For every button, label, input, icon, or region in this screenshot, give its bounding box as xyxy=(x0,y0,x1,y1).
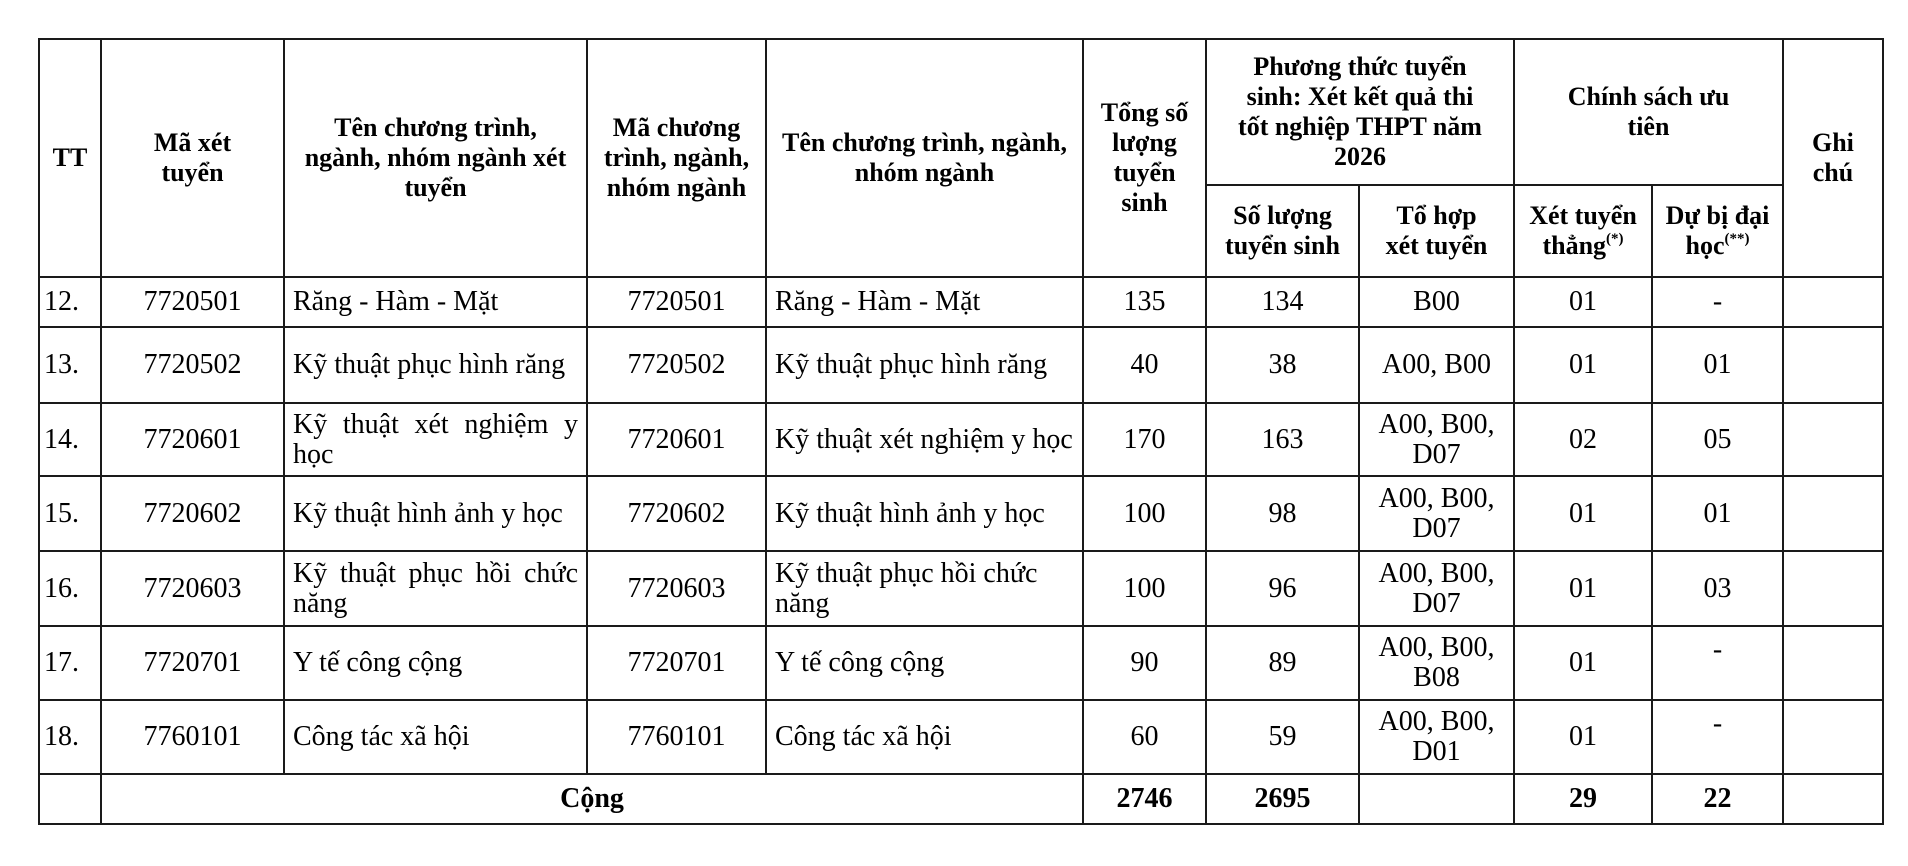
header-so-luong: Số lượng tuyển sinh xyxy=(1206,185,1359,277)
cell-ten-ct: Kỹ thuật phục hồi chức năng xyxy=(766,551,1083,626)
cell-ten: Y tế công cộng xyxy=(284,626,587,700)
cell-ghi-chu xyxy=(1783,277,1883,327)
cell-ten-ct: Kỹ thuật phục hình răng xyxy=(766,327,1083,403)
cell-thang: 01 xyxy=(1514,626,1652,700)
cell-ma-ct: 7720601 xyxy=(587,403,766,476)
cell-ten: Kỹ thuật hình ảnh y học xyxy=(284,476,587,551)
footnote-marker: (**) xyxy=(1724,231,1750,247)
cell-ghi-chu xyxy=(1783,327,1883,403)
cell-thang: 01 xyxy=(1514,327,1652,403)
cell-tong: 135 xyxy=(1083,277,1206,327)
cell-thang: 01 xyxy=(1514,551,1652,626)
cell-ma: 7720601 xyxy=(101,403,284,476)
table-row xyxy=(39,277,1883,327)
header-to-hop: Tổ hợp xét tuyển xyxy=(1359,185,1514,277)
table-row xyxy=(39,551,1883,626)
header-row-top xyxy=(39,39,1883,185)
cell-ten: Răng - Hàm - Mặt xyxy=(284,277,587,327)
cell-ma: 7720701 xyxy=(101,626,284,700)
cell-ma-ct: 7760101 xyxy=(587,700,766,774)
cell-tong: 100 xyxy=(1083,551,1206,626)
header-ma-chuong-trinh: Mã chương trình, ngành, nhóm ngành xyxy=(587,39,766,277)
cell-ten-ct: Kỹ thuật xét nghiệm y học xyxy=(766,403,1083,476)
total-label: Cộng xyxy=(101,774,1083,824)
cell-tong: 90 xyxy=(1083,626,1206,700)
cell-to-hop: A00, B00 xyxy=(1359,327,1514,403)
total-tong: 2746 xyxy=(1083,774,1206,824)
cell-to-hop: A00, B00, D07 xyxy=(1359,403,1514,476)
cell-ten-ct: Kỹ thuật hình ảnh y học xyxy=(766,476,1083,551)
cell-ma: 7720502 xyxy=(101,327,284,403)
cell-so-luong: 38 xyxy=(1206,327,1359,403)
cell-to-hop: A00, B00, D07 xyxy=(1359,551,1514,626)
table-row xyxy=(39,327,1883,403)
cell-tong: 40 xyxy=(1083,327,1206,403)
cell-ghi-chu xyxy=(1783,700,1883,774)
table-row xyxy=(39,476,1883,551)
header-tong-so: Tổng số lượng tuyển sinh xyxy=(1083,39,1206,277)
cell-ten: Kỹ thuật xét nghiệm y học xyxy=(284,403,587,476)
cell-to-hop: B00 xyxy=(1359,277,1514,327)
cell-to-hop: A00, B00, D01 xyxy=(1359,700,1514,774)
cell-thang: 01 xyxy=(1514,277,1652,327)
footnote-marker: (*) xyxy=(1606,231,1624,247)
cell-du-bi: 05 xyxy=(1652,403,1783,476)
cell-ghi-chu xyxy=(1783,626,1883,700)
cell-ten-ct: Y tế công cộng xyxy=(766,626,1083,700)
cell-tt: 14. xyxy=(39,403,101,476)
table-row xyxy=(39,700,1883,774)
cell-du-bi: 03 xyxy=(1652,551,1783,626)
cell-tt: 18. xyxy=(39,700,101,774)
cell-to-hop: A00, B00, D07 xyxy=(1359,476,1514,551)
cell-so-luong: 96 xyxy=(1206,551,1359,626)
header-ten-xet-tuyen: Tên chương trình, ngành, nhóm ngành xét tuyển xyxy=(284,39,587,277)
table-row xyxy=(39,403,1883,476)
cell-so-luong: 163 xyxy=(1206,403,1359,476)
cell-ma-ct: 7720701 xyxy=(587,626,766,700)
cell-thang: 01 xyxy=(1514,700,1652,774)
cell-so-luong: 59 xyxy=(1206,700,1359,774)
cell-ten: Kỹ thuật phục hồi chức năng xyxy=(284,551,587,626)
header-tt: TT xyxy=(39,39,101,277)
cell-tt: 16. xyxy=(39,551,101,626)
admissions-table xyxy=(38,38,1884,825)
header-ghi-chu: Ghi chú xyxy=(1783,39,1883,277)
cell-du-bi: - xyxy=(1652,277,1783,327)
table-row xyxy=(39,626,1883,700)
cell-tt: 13. xyxy=(39,327,101,403)
cell-thang: 02 xyxy=(1514,403,1652,476)
cell-tong: 60 xyxy=(1083,700,1206,774)
cell-du-bi: 01 xyxy=(1652,327,1783,403)
total-so-luong: 2695 xyxy=(1206,774,1359,824)
cell-tong: 170 xyxy=(1083,403,1206,476)
cell-ma-ct: 7720603 xyxy=(587,551,766,626)
cell-tt-empty xyxy=(39,774,101,824)
header-chinh-sach: Chính sách ưu tiên xyxy=(1514,39,1783,185)
total-to-hop xyxy=(1359,774,1514,824)
cell-ma-ct: 7720502 xyxy=(587,327,766,403)
cell-so-luong: 98 xyxy=(1206,476,1359,551)
header-du-bi-label: Dự bị đại học xyxy=(1665,201,1770,260)
cell-ma: 7760101 xyxy=(101,700,284,774)
cell-ghi-chu xyxy=(1783,403,1883,476)
total-ghi-chu xyxy=(1783,774,1883,824)
cell-ma-ct: 7720501 xyxy=(587,277,766,327)
cell-du-bi: - xyxy=(1652,700,1783,774)
total-row xyxy=(39,774,1883,824)
header-phuong-thuc: Phương thức tuyển sinh: Xét kết quả thi tốt nghiệp THPT năm 2026 xyxy=(1206,39,1514,185)
cell-to-hop: A00, B00, B08 xyxy=(1359,626,1514,700)
cell-ten: Công tác xã hội xyxy=(284,700,587,774)
cell-tt: 12. xyxy=(39,277,101,327)
cell-tt: 15. xyxy=(39,476,101,551)
cell-du-bi: 01 xyxy=(1652,476,1783,551)
cell-ma: 7720603 xyxy=(101,551,284,626)
cell-ten: Kỹ thuật phục hình răng xyxy=(284,327,587,403)
cell-tt: 17. xyxy=(39,626,101,700)
cell-ma-ct: 7720602 xyxy=(587,476,766,551)
cell-thang: 01 xyxy=(1514,476,1652,551)
cell-du-bi: - xyxy=(1652,626,1783,700)
cell-ten-ct: Răng - Hàm - Mặt xyxy=(766,277,1083,327)
cell-tong: 100 xyxy=(1083,476,1206,551)
cell-ten-ct: Công tác xã hội xyxy=(766,700,1083,774)
header-ma-xet-tuyen: Mã xét tuyển xyxy=(101,39,284,277)
header-xet-tuyen-thang-label: Xét tuyển thẳng xyxy=(1529,201,1637,260)
cell-ma: 7720501 xyxy=(101,277,284,327)
cell-ghi-chu xyxy=(1783,551,1883,626)
cell-ma: 7720602 xyxy=(101,476,284,551)
cell-ghi-chu xyxy=(1783,476,1883,551)
header-du-bi xyxy=(1652,185,1783,277)
header-xet-tuyen-thang xyxy=(1514,185,1652,277)
cell-so-luong: 89 xyxy=(1206,626,1359,700)
total-du-bi: 22 xyxy=(1652,774,1783,824)
header-ten-chuong-trinh: Tên chương trình, ngành, nhóm ngành xyxy=(766,39,1083,277)
cell-so-luong: 134 xyxy=(1206,277,1359,327)
total-thang: 29 xyxy=(1514,774,1652,824)
